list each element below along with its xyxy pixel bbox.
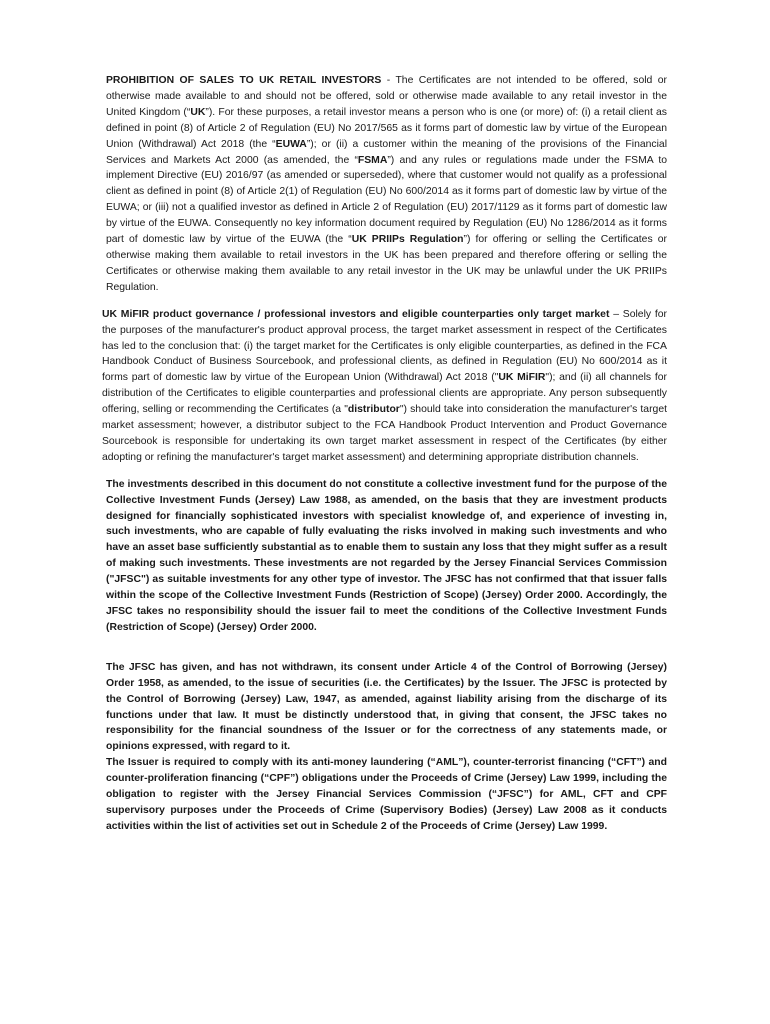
paragraph-control-of-borrowing	[106, 660, 667, 755]
heading-prohibition-of-sales: PROHIBITION OF SALES TO UK RETAIL INVESTORS	[106, 75, 382, 86]
heading-mifir-product-governance: UK MiFIR product governance / professional investors and eligible counterparties only target market	[102, 308, 610, 320]
text-run: ") should take into consideration the manufacturer's target market assessment; however, a distributor subject to the FCA Handbook Product Intervention and Product Governance Sourcebook is responsible for undertaking its own target market assessment in respect of the Certificates (by either adopting or refining the manufacturer's target market assessment) and determining appropriate distribution channels.	[102, 404, 667, 463]
text-run: - The Certificates are not intended to be offered, sold or otherwise made available to and should not be offered, sold or otherwise made available to any retail investor in the United Kingdom (“	[106, 75, 667, 118]
text-run: – Solely for the purposes of the manufacturer's product approval process, the target market assessment in respect of the Certificates has led to the conclusion that: (i) the target market for the Certificates is only eligible counterparties, as defined in the FCA Handbook Conduct of Business Sourcebook, and professional clients, as defined in Regulation (EU) No 600/2014 as it forms part of domestic law by virtue of the European Union (Withdrawal) Act 2018 ("	[102, 308, 667, 384]
paragraph-anti-money-laundering	[106, 755, 667, 835]
paragraph-uk-retail-prohibition	[106, 73, 667, 296]
defined-term-distributor: distributor	[347, 404, 400, 416]
text-run: ”). For these purposes, a retail investor means a person who is one (or more) of: (i) a retail client as defined in point (8) of Article 2 of Regulation (EU) No 2017/565 as it forms part of domestic law by virtue of the European Union (Withdrawal) Act 2018 (the “	[106, 106, 667, 150]
text-run: The Issuer is required to comply with its anti-money laundering (“AML”), counter-terrorist financing (“CFT”) and counter-proliferation financing (“CPF”) obligations under the Proceeds of Crime (Jersey) Law 1999, including the obligation to register with the Jersey Financial Services Commission (“JFSC”) for AML, CFT and CPF supervisory purposes under the Proceeds of Crime (Supervisory Bodies) (Jersey) Law 2008 as it conducts activities within the list of activities set out in Schedule 2 of the Proceeds of Crime (Jersey) Law 1999.	[106, 757, 667, 832]
text-run: The JFSC has given, and has not withdrawn, its consent under Article 4 of the Control of Borrowing (Jersey) Order 1958, as amended, to the issue of securities (i.e. the Certificates) by the Issuer. The JFSC is protected by the Control of Borrowing (Jersey) Law, 1947, as amended, against liability arising from the discharge of its functions under that law. It must be distinctly understood that, in giving that consent, the JFSC takes no responsibility for the financial soundness of the Issuer or for the correctness of any statements made, or opinions expressed, with regard to it.	[106, 661, 667, 753]
text-run: ”) and any rules or regulations made under the FSMA to implement Directive (EU) 2016/97 (as amended or superseded), where that customer would not qualify as a professional client as defined in point (8) of Article 2(1) of Regulation (EU) No 600/2014 as it forms part of domestic law by virtue of the EUWA; or (iii) not a qualified investor as defined in Article 2 of Regulation (EU) 2017/1129 as it forms part of domestic law by virtue of the EUWA. Consequently no key information document required by Regulation (EU) No 1286/2014 as it forms part of domestic law by virtue of the EUWA (the “	[106, 154, 667, 246]
text-run: ”); or (ii) a customer within the meaning of the provisions of the Financial Services and Markets Act 2000 (as amended, the “	[106, 138, 668, 166]
text-run: "); and (ii) all channels for distribution of the Certificates to eligible counterparties and professional clients are appropriate. Any person subsequently offering, selling or recommending the Certificates (a "	[102, 372, 667, 416]
defined-term-euwa: EUWA	[275, 138, 307, 150]
text-run: The investments described in this document do not constitute a collective investment fund for the purpose of the Collective Investment Funds (Jersey) Law 1988, as amended, on the basis that they are investment products designed for financially sophisticated investors with specialist knowledge of, and experience of investing in, such investments, who are capable of fully evaluating the risks involved in making such investments and who have an asset base sufficiently substantial as to enable them to sustain any loss that they might suffer as a result of making such investments. These investments are not regarded by the Jersey Financial Services Commission ("JFSC") as suitable investments for any other type of investor. The JFSC has not confirmed that that issuer falls within the scope of the Collective Investment Funds (Restriction of Scope) (Jersey) Order 2000. Accordingly, the JFSC takes no responsibility should the issuer fail to meet the conditions of the Collective Investment Funds (Restriction of Scope) (Jersey) Order 2000.	[106, 478, 667, 633]
paragraph-mifir-product-governance	[102, 307, 667, 466]
paragraph-collective-investment-funds	[106, 477, 667, 636]
defined-term-uk-mifir: UK MiFIR	[498, 372, 546, 384]
defined-term-uk: UK	[190, 106, 206, 118]
defined-term-fsma: FSMA	[357, 154, 388, 166]
text-run: ”) for offering or selling the Certificates or otherwise making them available to retail investors in the UK has been prepared and therefore offering or selling the Certificates or otherwise making them available to any retail investor in the UK may be unlawful under the UK PRIIPs Regulation.	[106, 234, 667, 293]
defined-term-uk-priips: UK PRIIPs Regulation	[351, 234, 464, 246]
